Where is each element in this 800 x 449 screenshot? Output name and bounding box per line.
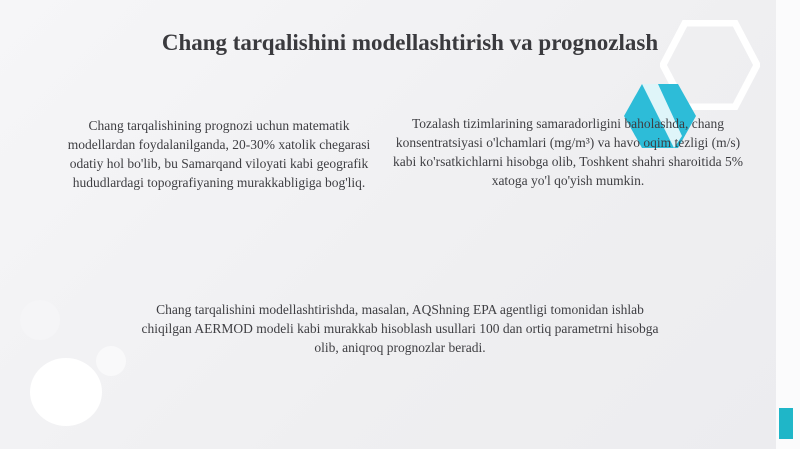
bottom-text-block: Chang tarqalishini modellashtirishda, masalan, AQShning EPA agentligi tomonidan ishlab chiqilgan AERMOD modeli kabi murakkab hisoblash usullari 100 dan ortiq parametrni hisobga olib, aniqroq prognozlar beradi. [141,302,659,355]
right-text-block: Tozalash tizimlarining samaradorligini baholashda, chang konsentratsiyasi o'lchamlari (mg/m³) va havo oqim tezligi (m/s) kabi ko'rsatkichlarni hisobga olib, Toshkent shahri sharoitida 5% xatoga yo'l qo'yish mumkin. [393,116,743,188]
bubble-decoration [96,346,126,376]
bubble-decoration [30,358,102,426]
slide-title: Chang tarqalishini modellashtirish va prognozlash [161,30,659,55]
slide-accent-bar [779,408,793,439]
bubble-decoration [20,300,60,340]
slide-side-strip [776,0,800,449]
left-text-block: Chang tarqalishining prognozi uchun matematik modellardan foydalanilganda, 20-30% xatolik chegarasi odatiy hol bo'lib, bu Samarqand viloyati kabi geografik hududlardagi topografiyaning murakkabligiga bog'liq. [67,118,371,190]
